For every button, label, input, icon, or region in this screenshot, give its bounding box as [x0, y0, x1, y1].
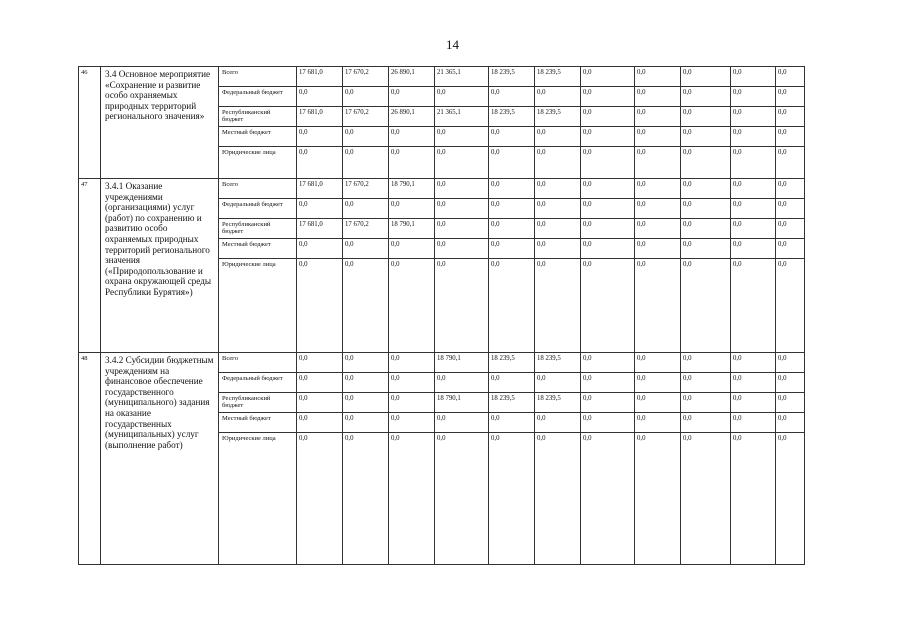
measure-name: 3.4.1 Оказание учреждениями (организациями) услуг (работ) по сохранению и развитию особо охраняемых природных территорий регионального значения («Природопользование и охрана окружающей среды Республики Бурятия») [101, 179, 219, 353]
value-cell: 0,0 [635, 179, 681, 199]
funding-source: Республиканский бюджет [219, 393, 297, 413]
value-cell: 0,0 [581, 107, 635, 127]
value-cell: 0,0 [435, 127, 489, 147]
value-cell: 21 365,1 [435, 107, 489, 127]
value-cell: 0,0 [489, 239, 535, 259]
funding-source: Юридические лица [219, 259, 297, 353]
value-cell: 0,0 [535, 199, 581, 219]
value-cell: 0,0 [776, 179, 805, 199]
table-row [79, 67, 805, 87]
value-cell: 0,0 [297, 393, 343, 413]
value-cell: 0,0 [489, 373, 535, 393]
value-cell: 0,0 [389, 147, 435, 179]
value-cell: 0,0 [435, 199, 489, 219]
value-cell: 0,0 [389, 127, 435, 147]
funding-source: Юридические лица [219, 147, 297, 179]
value-cell: 0,0 [435, 373, 489, 393]
value-cell: 0,0 [731, 67, 776, 87]
value-cell: 0,0 [681, 259, 731, 353]
value-cell: 0,0 [581, 179, 635, 199]
table-row [79, 179, 805, 199]
value-cell: 0,0 [435, 219, 489, 239]
value-cell: 0,0 [343, 259, 389, 353]
row-number: 46 [79, 67, 101, 179]
value-cell: 0,0 [776, 259, 805, 353]
value-cell: 0,0 [681, 413, 731, 433]
value-cell: 17 670,2 [343, 219, 389, 239]
value-cell: 0,0 [535, 127, 581, 147]
table-row [79, 353, 805, 373]
value-cell: 0,0 [635, 67, 681, 87]
value-cell: 18 239,5 [489, 107, 535, 127]
value-cell: 0,0 [535, 147, 581, 179]
value-cell: 17 681,0 [297, 107, 343, 127]
value-cell: 0,0 [581, 127, 635, 147]
funding-source: Всего [219, 67, 297, 87]
value-cell: 0,0 [681, 87, 731, 107]
value-cell: 0,0 [635, 147, 681, 179]
value-cell: 18 239,5 [535, 353, 581, 373]
value-cell: 0,0 [681, 67, 731, 87]
value-cell: 18 239,5 [535, 107, 581, 127]
value-cell: 0,0 [731, 199, 776, 219]
value-cell: 0,0 [343, 393, 389, 413]
value-cell: 18 790,1 [435, 353, 489, 373]
value-cell: 0,0 [635, 393, 681, 413]
value-cell: 0,0 [776, 433, 805, 565]
value-cell: 0,0 [581, 433, 635, 565]
value-cell: 0,0 [435, 87, 489, 107]
value-cell: 26 890,1 [389, 67, 435, 87]
value-cell: 0,0 [731, 393, 776, 413]
funding-source: Федеральный бюджет [219, 87, 297, 107]
funding-source: Юридические лица [219, 433, 297, 565]
value-cell: 0,0 [731, 353, 776, 373]
value-cell: 0,0 [297, 373, 343, 393]
value-cell: 0,0 [681, 353, 731, 373]
value-cell: 0,0 [343, 373, 389, 393]
value-cell: 18 790,1 [389, 219, 435, 239]
value-cell: 0,0 [297, 433, 343, 565]
value-cell: 0,0 [776, 199, 805, 219]
value-cell: 0,0 [389, 259, 435, 353]
value-cell: 0,0 [776, 413, 805, 433]
value-cell: 0,0 [535, 87, 581, 107]
value-cell: 0,0 [435, 147, 489, 179]
funding-source: Республиканский бюджет [219, 107, 297, 127]
value-cell: 0,0 [297, 413, 343, 433]
value-cell: 18 790,1 [435, 393, 489, 413]
value-cell: 0,0 [297, 87, 343, 107]
value-cell: 17 670,2 [343, 179, 389, 199]
value-cell: 0,0 [297, 127, 343, 147]
value-cell: 17 681,0 [297, 67, 343, 87]
value-cell: 26 890,1 [389, 107, 435, 127]
funding-source: Всего [219, 179, 297, 199]
value-cell: 17 670,2 [343, 107, 389, 127]
value-cell: 0,0 [389, 373, 435, 393]
value-cell: 0,0 [581, 239, 635, 259]
value-cell: 0,0 [343, 87, 389, 107]
value-cell: 0,0 [297, 147, 343, 179]
value-cell: 18 239,5 [535, 67, 581, 87]
value-cell: 0,0 [776, 239, 805, 259]
value-cell: 0,0 [389, 393, 435, 413]
value-cell: 0,0 [535, 433, 581, 565]
value-cell: 0,0 [489, 259, 535, 353]
value-cell: 0,0 [776, 147, 805, 179]
value-cell: 0,0 [343, 239, 389, 259]
value-cell: 0,0 [489, 219, 535, 239]
value-cell: 18 239,5 [489, 353, 535, 373]
funding-source: Республиканский бюджет [219, 219, 297, 239]
value-cell: 0,0 [435, 259, 489, 353]
value-cell: 0,0 [635, 199, 681, 219]
value-cell: 0,0 [581, 413, 635, 433]
value-cell: 0,0 [635, 107, 681, 127]
value-cell: 0,0 [731, 413, 776, 433]
value-cell: 0,0 [635, 433, 681, 565]
value-cell: 0,0 [731, 373, 776, 393]
value-cell: 0,0 [635, 353, 681, 373]
value-cell: 0,0 [535, 239, 581, 259]
value-cell: 0,0 [489, 127, 535, 147]
value-cell: 18 239,5 [535, 393, 581, 413]
value-cell: 0,0 [731, 107, 776, 127]
value-cell: 0,0 [776, 67, 805, 87]
value-cell: 0,0 [535, 259, 581, 353]
value-cell: 0,0 [389, 353, 435, 373]
value-cell: 0,0 [681, 239, 731, 259]
value-cell: 0,0 [681, 393, 731, 413]
value-cell: 0,0 [343, 353, 389, 373]
value-cell: 0,0 [581, 259, 635, 353]
value-cell: 0,0 [635, 373, 681, 393]
value-cell: 0,0 [681, 199, 731, 219]
value-cell: 17 670,2 [343, 67, 389, 87]
funding-source: Федеральный бюджет [219, 199, 297, 219]
value-cell: 0,0 [489, 433, 535, 565]
value-cell: 0,0 [731, 239, 776, 259]
value-cell: 0,0 [776, 353, 805, 373]
measure-name: 3.4.2 Субсидии бюджетным учреждениям на финансовое обеспечение государственного (муниципального) задания на оказание государственных (муниципальных) услуг (выполнение работ) [101, 353, 219, 565]
budget-table [78, 66, 805, 565]
value-cell: 0,0 [389, 239, 435, 259]
value-cell: 0,0 [731, 259, 776, 353]
value-cell: 0,0 [343, 147, 389, 179]
row-number: 47 [79, 179, 101, 353]
value-cell: 0,0 [535, 219, 581, 239]
value-cell: 0,0 [581, 199, 635, 219]
value-cell: 0,0 [731, 219, 776, 239]
value-cell: 0,0 [435, 433, 489, 565]
value-cell: 0,0 [297, 259, 343, 353]
value-cell: 0,0 [489, 199, 535, 219]
value-cell: 0,0 [776, 107, 805, 127]
value-cell: 0,0 [731, 127, 776, 147]
value-cell: 0,0 [581, 67, 635, 87]
value-cell: 18 239,5 [489, 393, 535, 413]
value-cell: 0,0 [635, 87, 681, 107]
value-cell: 0,0 [435, 179, 489, 199]
value-cell: 0,0 [731, 87, 776, 107]
value-cell: 0,0 [581, 373, 635, 393]
value-cell: 0,0 [635, 127, 681, 147]
value-cell: 0,0 [489, 413, 535, 433]
value-cell: 0,0 [681, 179, 731, 199]
value-cell: 21 365,1 [435, 67, 489, 87]
value-cell: 0,0 [776, 87, 805, 107]
value-cell: 0,0 [681, 433, 731, 565]
value-cell: 0,0 [681, 107, 731, 127]
funding-source: Всего [219, 353, 297, 373]
funding-source: Федеральный бюджет [219, 373, 297, 393]
value-cell: 0,0 [389, 413, 435, 433]
page-number: 14 [446, 37, 459, 52]
value-cell: 0,0 [297, 199, 343, 219]
value-cell: 18 790,1 [389, 179, 435, 199]
value-cell: 0,0 [535, 179, 581, 199]
value-cell: 0,0 [635, 259, 681, 353]
value-cell: 17 681,0 [297, 179, 343, 199]
value-cell: 0,0 [389, 199, 435, 219]
value-cell: 0,0 [635, 239, 681, 259]
value-cell: 18 239,5 [489, 67, 535, 87]
value-cell: 0,0 [776, 219, 805, 239]
value-cell: 0,0 [435, 413, 489, 433]
value-cell: 0,0 [389, 87, 435, 107]
value-cell: 0,0 [581, 87, 635, 107]
value-cell: 0,0 [635, 413, 681, 433]
value-cell: 0,0 [581, 147, 635, 179]
measure-name: 3.4 Основное мероприятие «Сохранение и развитие особо охраняемых природных территорий регионального значения» [101, 67, 219, 179]
value-cell: 0,0 [731, 433, 776, 565]
value-cell: 0,0 [343, 127, 389, 147]
value-cell: 0,0 [343, 433, 389, 565]
value-cell: 0,0 [731, 179, 776, 199]
funding-source: Местный бюджет [219, 127, 297, 147]
value-cell: 0,0 [297, 239, 343, 259]
value-cell: 0,0 [776, 393, 805, 413]
value-cell: 0,0 [297, 353, 343, 373]
value-cell: 0,0 [581, 353, 635, 373]
value-cell: 0,0 [343, 413, 389, 433]
row-number: 48 [79, 353, 101, 565]
value-cell: 0,0 [681, 373, 731, 393]
value-cell: 0,0 [635, 219, 681, 239]
value-cell: 0,0 [489, 179, 535, 199]
value-cell: 0,0 [681, 127, 731, 147]
value-cell: 17 681,0 [297, 219, 343, 239]
value-cell: 0,0 [489, 147, 535, 179]
value-cell: 0,0 [681, 219, 731, 239]
value-cell: 0,0 [435, 239, 489, 259]
value-cell: 0,0 [581, 393, 635, 413]
value-cell: 0,0 [535, 413, 581, 433]
value-cell: 0,0 [343, 199, 389, 219]
value-cell: 0,0 [776, 373, 805, 393]
funding-source: Местный бюджет [219, 239, 297, 259]
value-cell: 0,0 [389, 433, 435, 565]
value-cell: 0,0 [535, 373, 581, 393]
value-cell: 0,0 [489, 87, 535, 107]
value-cell: 0,0 [581, 219, 635, 239]
value-cell: 0,0 [681, 147, 731, 179]
funding-source: Местный бюджет [219, 413, 297, 433]
value-cell: 0,0 [731, 147, 776, 179]
value-cell: 0,0 [776, 127, 805, 147]
